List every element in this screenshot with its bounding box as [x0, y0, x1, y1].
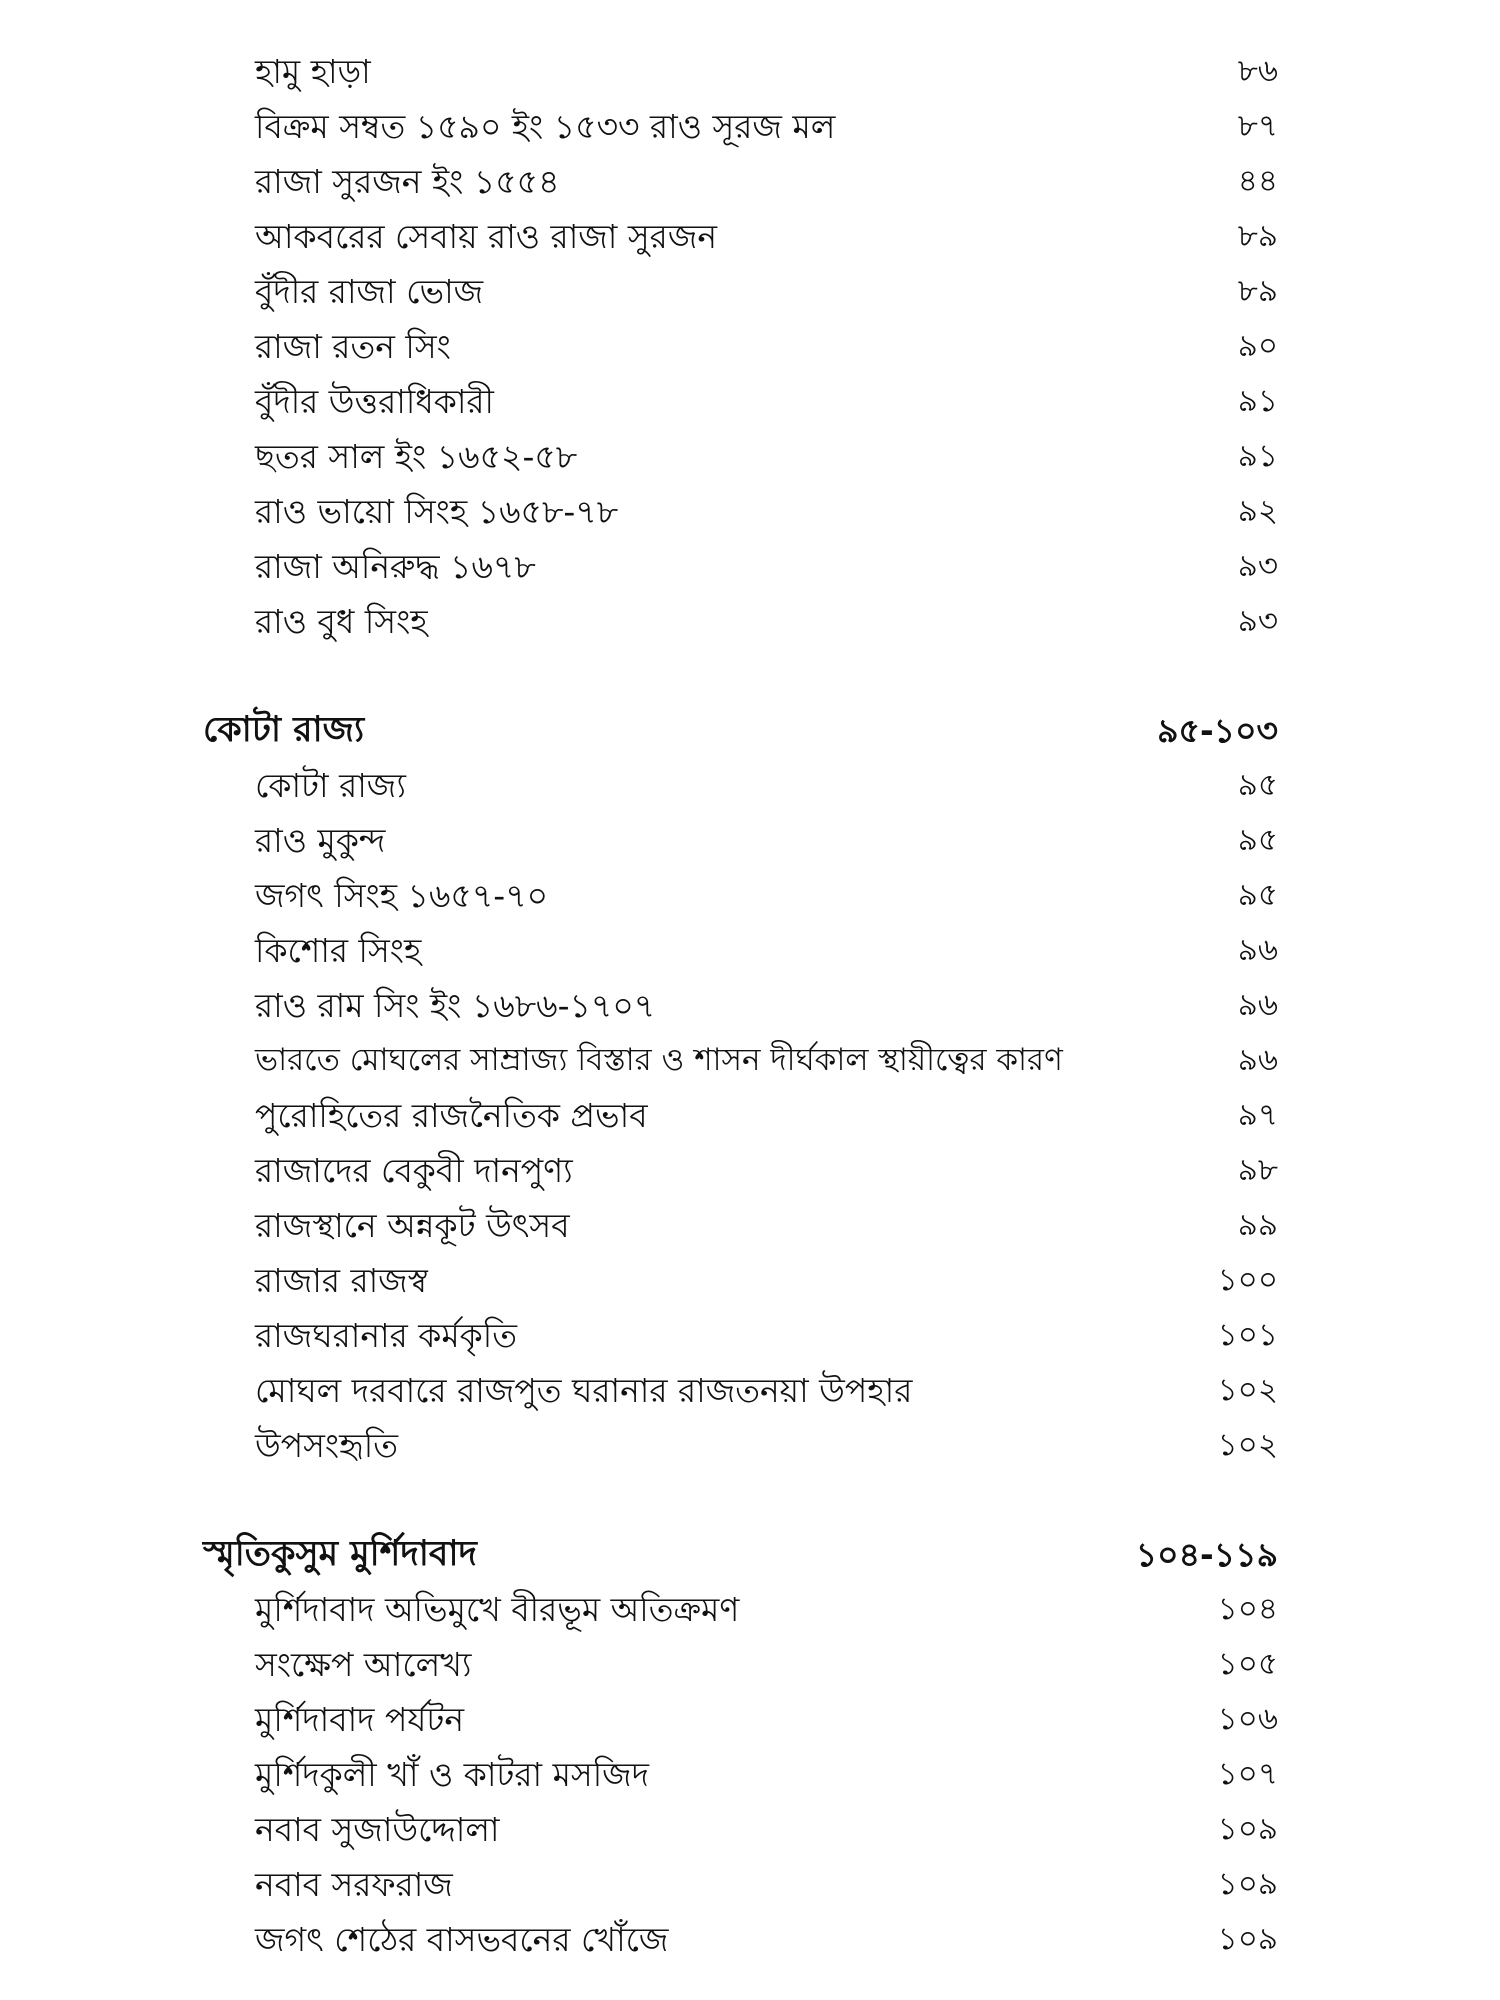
- entry-page-number: ৮৯: [1237, 273, 1278, 309]
- toc-entry: [0, 484, 1500, 539]
- entry-title: রাজা রতন সিং: [255, 327, 451, 366]
- toc-entry: [0, 978, 1500, 1033]
- toc-entry: [0, 1418, 1500, 1473]
- toc-entry: [0, 1143, 1500, 1198]
- toc-entry: [0, 1857, 1500, 1912]
- entry-page-number: ৯০: [1237, 328, 1278, 364]
- toc-entry: [0, 1692, 1500, 1747]
- entry-title: নবাব সরফরাজ: [255, 1865, 453, 1904]
- toc-entry: [0, 868, 1500, 923]
- entry-title: মুর্শিদাবাদ অভিমুখে বীরভূম অতিক্রমণ: [255, 1590, 740, 1629]
- entry-title: ছতর সাল ইং ১৬৫২-৫৮: [255, 437, 578, 476]
- section-heading: [0, 1527, 1500, 1582]
- toc-entry: [0, 539, 1500, 594]
- entry-page-number: ৮৯: [1237, 218, 1278, 254]
- entry-title: রাজা সুরজন ইং ১৫৫৪: [255, 162, 560, 201]
- toc-entry: [0, 1582, 1500, 1637]
- toc-entry: [0, 1802, 1500, 1857]
- entry-page-number: ১০২: [1217, 1427, 1278, 1463]
- entry-page-number: ৯৯: [1237, 1207, 1278, 1243]
- toc-entry: [0, 813, 1500, 868]
- entry-title: রাও মুকুন্দ: [255, 821, 386, 860]
- toc-entry: [0, 1912, 1500, 1967]
- entry-page-number: ৮৬: [1237, 53, 1278, 89]
- entry-page-number: ১০২: [1217, 1372, 1278, 1408]
- entry-title: নবাব সুজাউদ্দোলা: [255, 1810, 500, 1849]
- entry-title: জগৎ শেঠের বাসভবনের খোঁজে: [255, 1920, 669, 1959]
- entry-page-number: ৯৬: [1237, 932, 1278, 968]
- entry-title: রাও রাম সিং ইং ১৬৮৬-১৭০৭: [255, 986, 656, 1025]
- entry-title: রাজার রাজস্ব: [255, 1261, 428, 1300]
- entry-title: হামু হাড়া: [255, 52, 371, 91]
- entry-page-number: ১০৬: [1217, 1701, 1278, 1737]
- entry-page-number: ১০৯: [1217, 1866, 1278, 1902]
- section-title: স্মৃতিকুসুম মুর্শিদাবাদ: [203, 1534, 477, 1574]
- entry-page-number: ৯৩: [1237, 548, 1278, 584]
- toc-entry: [0, 154, 1500, 209]
- toc-entry: [0, 1747, 1500, 1802]
- entry-title: উপসংহৃতি: [255, 1426, 398, 1465]
- entry-title: বুঁদীর উত্তরাধিকারী: [255, 382, 495, 421]
- toc-entry: [0, 923, 1500, 978]
- entry-page-number: ৯২: [1237, 493, 1278, 529]
- entry-title: পুরোহিতের রাজনৈতিক প্রভাব: [255, 1096, 648, 1135]
- entry-title: মুর্শিদাবাদ পর্যটন: [255, 1700, 465, 1739]
- toc-entry: [0, 1253, 1500, 1308]
- entry-page-number: ৯৭: [1237, 1097, 1278, 1133]
- entry-page-number: ১০৯: [1217, 1921, 1278, 1957]
- section-page-range: ৯৫-১০৩: [1157, 711, 1278, 750]
- entry-page-number: ১০৭: [1217, 1756, 1278, 1792]
- entry-page-number: ৯৫: [1237, 767, 1278, 803]
- section-heading: [0, 703, 1500, 758]
- entry-page-number: ৯৫: [1237, 877, 1278, 913]
- toc-entry: [0, 1198, 1500, 1253]
- entry-page-number: ৯৬: [1237, 1042, 1278, 1078]
- section-title: কোটা রাজ্য: [203, 710, 365, 750]
- entry-page-number: ১০০: [1217, 1262, 1278, 1298]
- entry-title: ভারতে মোঘলের সাম্রাজ্য বিস্তার ও শাসন দীর্ঘকাল স্থায়ীত্বের কারণ: [255, 1042, 1063, 1078]
- entry-page-number: ৯৬: [1237, 987, 1278, 1023]
- entry-title: রাজস্থানে অন্নকূট উৎসব: [255, 1206, 570, 1245]
- entry-page-number: ৪৪: [1237, 163, 1278, 199]
- toc-entry: [0, 1308, 1500, 1363]
- entry-page-number: ১০৯: [1217, 1811, 1278, 1847]
- entry-page-number: ৯১: [1237, 383, 1278, 419]
- entry-title: রাও বুধ সিংহ: [255, 602, 428, 641]
- entry-title: মুর্শিদকুলী খাঁ ও কাটরা মসজিদ: [255, 1755, 650, 1794]
- entry-page-number: ১০৫: [1217, 1646, 1278, 1682]
- toc-entry: [0, 594, 1500, 649]
- toc-entry: [0, 319, 1500, 374]
- entry-title: বিক্রম সম্বত ১৫৯০ ইং ১৫৩৩ রাও সূরজ মল: [255, 107, 836, 146]
- entry-title: কোটা রাজ্য: [255, 766, 406, 805]
- entry-page-number: ৯৫: [1237, 822, 1278, 858]
- toc-entry: [0, 1088, 1500, 1143]
- toc-entry: [0, 99, 1500, 154]
- entry-title: জগৎ সিংহ ১৬৫৭-৭০: [255, 876, 549, 915]
- toc-entry: [0, 209, 1500, 264]
- toc-entry: [0, 374, 1500, 429]
- entry-title: রাজাদের বেকুবী দানপুণ্য: [255, 1151, 573, 1190]
- entry-title: রাজঘরানার কর্মকৃতি: [255, 1316, 517, 1355]
- toc-entry: [0, 44, 1500, 99]
- entry-page-number: ৯৮: [1237, 1152, 1278, 1188]
- entry-title: রাও ভায়ো সিংহ ১৬৫৮-৭৮: [255, 492, 619, 531]
- entry-page-number: ১০১: [1217, 1317, 1278, 1353]
- toc-entry: [0, 1363, 1500, 1418]
- entry-title: বুঁদীর রাজা ভোজ: [255, 272, 484, 311]
- toc-entry: [0, 1637, 1500, 1692]
- entry-page-number: ৯৩: [1237, 603, 1278, 639]
- toc-entry: [0, 264, 1500, 319]
- toc-entry: [0, 1033, 1500, 1088]
- entry-title: সংক্ষেপ আলেখ্য: [255, 1645, 472, 1684]
- entry-page-number: ৯১: [1237, 438, 1278, 474]
- entry-page-number: ১০৪: [1217, 1591, 1278, 1627]
- entry-title: মোঘল দরবারে রাজপুত ঘরানার রাজতনয়া উপহার: [255, 1371, 913, 1410]
- toc-entry: [0, 758, 1500, 813]
- entry-page-number: ৮৭: [1237, 108, 1278, 144]
- entry-title: আকবরের সেবায় রাও রাজা সুরজন: [255, 217, 718, 256]
- entry-title: রাজা অনিরুদ্ধ ১৬৭৮: [255, 547, 536, 586]
- section-page-range: ১০৪-১১৯: [1135, 1535, 1278, 1574]
- toc-entry: [0, 429, 1500, 484]
- entry-title: কিশোর সিংহ: [255, 931, 422, 970]
